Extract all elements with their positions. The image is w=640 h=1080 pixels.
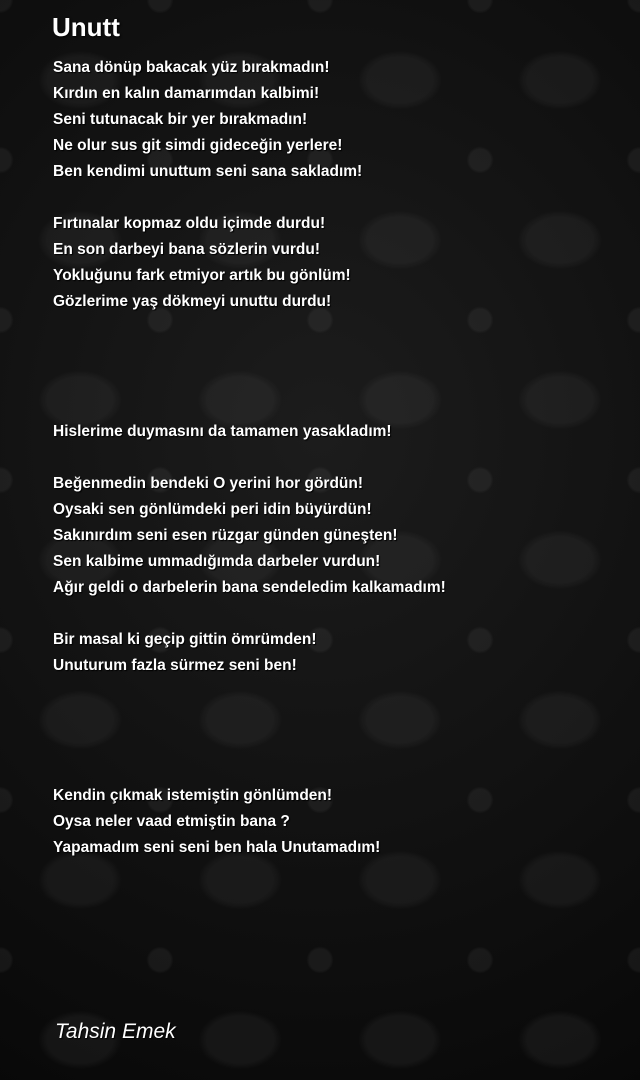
poem-title: Unutt: [52, 12, 120, 42]
poem-line: Hislerime duymasını da tamamen yasakladım!: [53, 423, 392, 440]
poem-line: Fırtınalar kopmaz oldu içimde durdu!: [53, 215, 326, 232]
poem-line: Unuturum fazla sürmez seni ben!: [53, 657, 297, 674]
poem-line: Seni tutunacak bir yer bırakmadın!: [53, 111, 308, 128]
author-name: Tahsin Emek: [55, 1020, 176, 1043]
poem-line: Yapamadım seni seni ben hala Unutamadım!: [53, 839, 381, 856]
poem-line: [53, 445, 623, 471]
poem-line: Sana dönüp bakacak yüz bırakmadın!: [53, 59, 330, 76]
poem-line: Beğenmedin bendeki O yerini hor gördün!: [53, 475, 364, 492]
poem-line: Kırdın en kalın damarımdan kalbimi!: [53, 85, 320, 102]
poem-line: [53, 185, 623, 211]
poem-line: Sen kalbime ummadığımda darbeler vurdun!: [53, 553, 381, 570]
poem-line: Yokluğunu fark etmiyor artık bu gönlüm!: [53, 267, 351, 284]
poem-line: [53, 367, 623, 393]
poem-line: Ağır geldi o darbelerin bana sendeledim kalkamadım!: [53, 579, 446, 596]
poem-line: [53, 393, 623, 419]
poem-line: [53, 731, 623, 757]
poem-line: Sakınırdım seni esen rüzgar günden güneşten!: [53, 527, 398, 544]
poem-line: Kendin çıkmak istemiştin gönlümden!: [53, 787, 333, 804]
poem-body: [53, 55, 623, 861]
poem-line: En son darbeyi bana sözlerin vurdu!: [53, 241, 320, 258]
poem-line: Oysa neler vaad etmiştin bana ?: [53, 813, 290, 830]
poem-line: Oysaki sen gönlümdeki peri idin büyürdün!: [53, 501, 372, 518]
poem-line: Bir masal ki geçip gittin ömrümden!: [53, 631, 317, 648]
poem-line: [53, 679, 623, 705]
poem-line: [53, 705, 623, 731]
poem-line: [53, 315, 623, 341]
poem-line: [53, 601, 623, 627]
poem-line: [53, 757, 623, 783]
poem-line: Ne olur sus git simdi gideceğin yerlere!: [53, 137, 343, 154]
poem-line: [53, 341, 623, 367]
poem-line: Gözlerime yaş dökmeyi unuttu durdu!: [53, 293, 332, 310]
poem-line: Ben kendimi unuttum seni sana sakladım!: [53, 163, 363, 180]
